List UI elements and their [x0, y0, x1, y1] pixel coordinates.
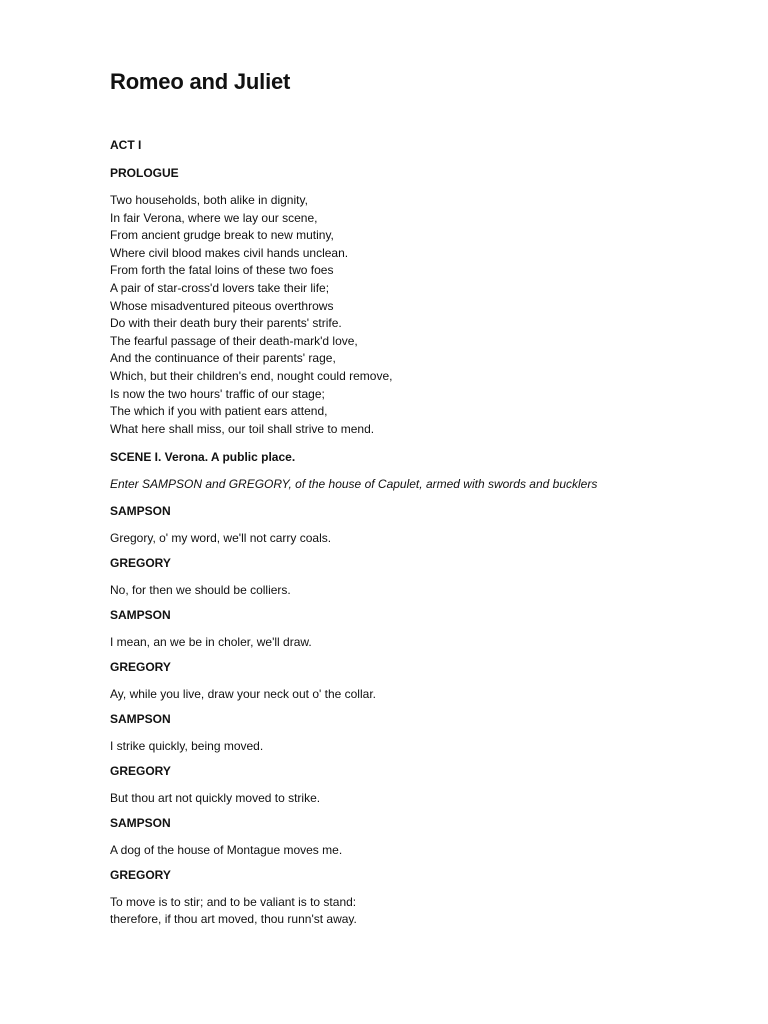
- speaker-name: GREGORY: [110, 764, 171, 778]
- speech-line: No, for then we should be colliers.: [110, 583, 291, 597]
- speaker-name: GREGORY: [110, 660, 171, 674]
- dialogue-exchange: [110, 711, 730, 755]
- dialogue-exchange: [110, 659, 730, 703]
- speech-line: I mean, an we be in choler, we'll draw.: [110, 635, 312, 649]
- prologue-verse: [110, 192, 392, 438]
- speech-line: therefore, if thou art moved, thou runn'st away.: [110, 912, 357, 926]
- act-heading: ACT I: [110, 138, 142, 152]
- speaker-name: GREGORY: [110, 556, 171, 570]
- stage-direction: Enter SAMPSON and GREGORY, of the house of Capulet, armed with swords and bucklers: [110, 477, 598, 491]
- dialogue-exchange: [110, 503, 730, 547]
- speech-line: Gregory, o' my word, we'll not carry coals.: [110, 531, 332, 545]
- dialogue-list: [110, 503, 730, 936]
- speech: [110, 738, 730, 755]
- dialogue-exchange: [110, 867, 730, 928]
- speaker-name: SAMPSON: [110, 608, 171, 622]
- dialogue-exchange: [110, 815, 730, 859]
- verse-line: A pair of star-cross'd lovers take their life;: [110, 280, 330, 295]
- dialogue-exchange: [110, 763, 730, 807]
- speech-line: I strike quickly, being moved.: [110, 739, 264, 753]
- speaker-name: GREGORY: [110, 868, 171, 882]
- verse-line: In fair Verona, where we lay our scene,: [110, 210, 318, 225]
- verse-line: Where civil blood makes civil hands unclean.: [110, 245, 349, 260]
- verse-line: And the continuance of their parents' rage,: [110, 351, 336, 366]
- dialogue-exchange: [110, 555, 730, 599]
- verse-line: From ancient grudge break to new mutiny,: [110, 228, 334, 243]
- speech-line: Ay, while you live, draw your neck out o' the collar.: [110, 687, 376, 701]
- speech-line: To move is to stir; and to be valiant is to stand:: [110, 895, 357, 909]
- verse-line: Do with their death bury their parents' strife.: [110, 316, 342, 331]
- verse-line: Is now the two hours' traffic of our stage;: [110, 386, 325, 401]
- verse-line: Two households, both alike in dignity,: [110, 193, 308, 207]
- speech: [110, 686, 730, 703]
- speech: [110, 842, 730, 859]
- verse-line: The fearful passage of their death-mark'd love,: [110, 333, 358, 348]
- document-title: Romeo and Juliet: [110, 69, 291, 94]
- speech: [110, 894, 730, 928]
- dialogue-exchange: [110, 607, 730, 651]
- prologue-heading: PROLOGUE: [110, 166, 179, 180]
- verse-line: From forth the fatal loins of these two foes: [110, 263, 334, 278]
- speech-line: A dog of the house of Montague moves me.: [110, 843, 343, 857]
- scene-heading: SCENE I. Verona. A public place.: [110, 450, 296, 464]
- verse-line: What here shall miss, our toil shall strive to mend.: [110, 421, 375, 436]
- speaker-name: SAMPSON: [110, 816, 171, 830]
- verse-line: Which, but their children's end, nought could remove,: [110, 368, 393, 383]
- verse-line: The which if you with patient ears attend,: [110, 404, 328, 419]
- speech: [110, 530, 730, 547]
- verse-line: Whose misadventured piteous overthrows: [110, 298, 334, 313]
- speech: [110, 790, 730, 807]
- speaker-name: SAMPSON: [110, 712, 171, 726]
- speaker-name: SAMPSON: [110, 504, 171, 518]
- speech-line: But thou art not quickly moved to strike.: [110, 791, 321, 805]
- speech: [110, 634, 730, 651]
- speech: [110, 582, 730, 599]
